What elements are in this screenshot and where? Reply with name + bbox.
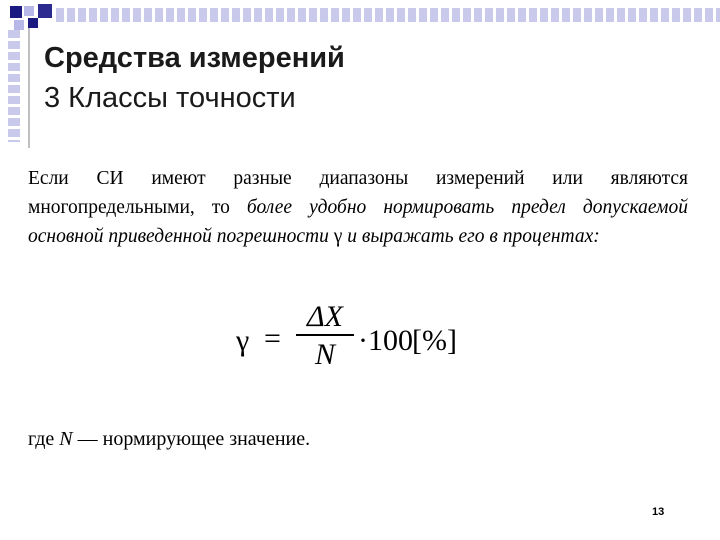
note-text: — нормирующее значение. bbox=[72, 428, 311, 450]
title-line-1: Средства измерений bbox=[44, 42, 345, 74]
paragraph-italic-end: и выражать его в процентах: bbox=[347, 226, 600, 247]
decor-divider-line bbox=[28, 28, 30, 148]
paragraph-italic: более удобно нормировать предел допускаемой основной приведенной погрешности bbox=[28, 197, 688, 247]
formula-lhs: γ bbox=[236, 324, 250, 357]
formula-multiplier: ·100 bbox=[358, 324, 413, 357]
note-variable: N bbox=[59, 428, 73, 450]
slide-title bbox=[44, 38, 345, 118]
decor-square-dark-3 bbox=[28, 18, 38, 28]
page-number: 13 bbox=[652, 506, 665, 518]
note-line bbox=[28, 428, 310, 451]
decor-side-bar bbox=[8, 30, 20, 142]
decor-square-light-2 bbox=[14, 20, 24, 30]
paragraph-plain: Если СИ имеют разные диапазоны измерений или являются многопредельными, то bbox=[28, 168, 688, 218]
formula-numerator: ΔX bbox=[307, 300, 343, 333]
formula-unit: [%] bbox=[412, 324, 457, 357]
formula-equals: = bbox=[264, 322, 281, 355]
decor-top-bar bbox=[56, 8, 720, 22]
decor-square-dark-1 bbox=[10, 6, 22, 18]
decor-square-light-1 bbox=[24, 6, 34, 16]
decor-square-dark-2 bbox=[38, 4, 52, 18]
body-paragraph bbox=[28, 164, 688, 251]
formula-denominator: N bbox=[314, 338, 335, 371]
paragraph-gamma: γ bbox=[328, 226, 348, 247]
formula-fraction bbox=[296, 300, 354, 374]
note-prefix: где bbox=[28, 428, 60, 450]
title-line-2: 3 Классы точности bbox=[44, 82, 296, 114]
